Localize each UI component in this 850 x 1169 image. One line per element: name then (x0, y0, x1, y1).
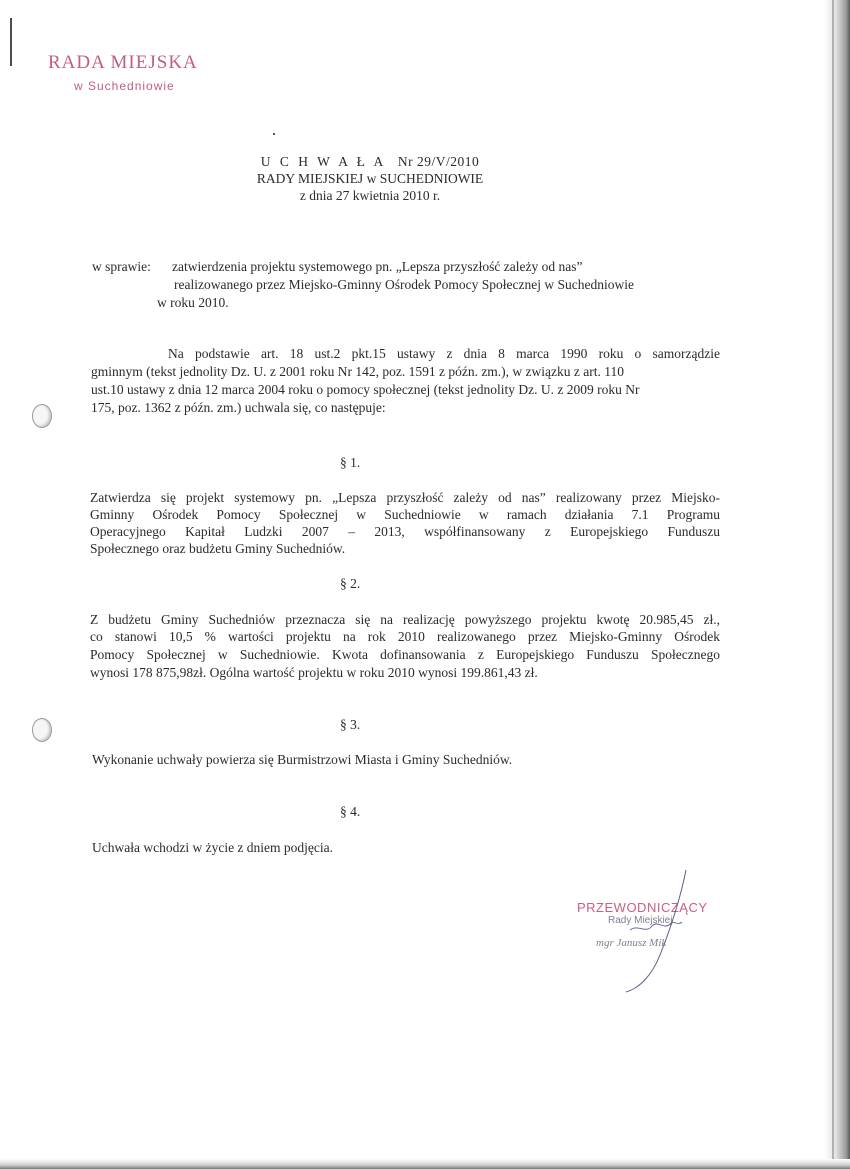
chairman-stamp-subtitle: Rady Miejskiej (608, 915, 673, 926)
section-2-line-1: Z budżetu Gminy Suchedniów przeznacza się na realizację powyższego projektu kwotę 20.985,45 zł., (90, 612, 720, 627)
resolution-date: z dnia 27 kwietnia 2010 r. (299, 188, 441, 203)
section-4-heading: § 4. (340, 804, 361, 819)
margin-mark (10, 18, 12, 66)
legal-basis-line-3: ust.10 ustawy z dnia 12 marca 2004 roku o pomocy społecznej (tekst jednolity Dz. U. z 2009 roku Nr (91, 382, 640, 397)
resolution-title (170, 154, 570, 170)
council-name: RADY MIEJSKIEJ w SUCHEDNIOWIE (256, 171, 484, 186)
chairman-name: mgr Janusz Mik (596, 937, 667, 949)
stray-dot (273, 133, 275, 135)
section-1-heading: § 1. (340, 455, 361, 470)
subject-line-3: w roku 2010. (157, 295, 229, 310)
section-1-line-2: Gminny Ośrodek Pomocy Społecznej w Suchedniowie w ramach działania 7.1 Programu (90, 507, 720, 522)
resolution-number: Nr 29/V/2010 (397, 154, 480, 169)
resolution-word: U C H W A Ł A (260, 154, 387, 169)
section-2-heading: § 2. (340, 576, 361, 591)
handwritten-signature (600, 860, 720, 1000)
subject-line-2: realizowanego przez Miejsko-Gminny Ośrodek Pomocy Społecznej w Suchedniowie (174, 277, 635, 292)
scan-edge-right (824, 0, 850, 1169)
section-3-line-1: Wykonanie uchwały powierza się Burmistrzowi Miasta i Gminy Suchedniów. (92, 752, 513, 767)
subject-label: w sprawie: (92, 259, 151, 274)
section-2-line-3: Pomocy Społecznej w Suchedniowie. Kwota dofinansowania z Europejskiego Funduszu Społecznego (90, 647, 720, 662)
section-3-heading: § 3. (340, 717, 361, 732)
section-2-line-2: co stanowi 10,5 % wartości projektu na rok 2010 realizowanego przez Miejsko-Gminny Ośrodek (90, 629, 720, 644)
subject-line-1: zatwierdzenia projektu systemowego pn. „Lepsza przyszłość zależy od nas” (172, 259, 583, 274)
scan-edge-bottom (0, 1159, 850, 1169)
section-2-line-4: wynosi 178 875,98zł. Ogólna wartość projektu w roku 2010 wynosi 199.861,43 zł. (90, 665, 538, 680)
section-1-line-1: Zatwierdza się projekt systemowy pn. „Lepsza przyszłość zależy od nas” realizowany przez Miejsko- (90, 490, 720, 505)
legal-basis-line-1: Na podstawie art. 18 ust.2 pkt.15 ustawy z dnia 8 marca 1990 roku o samorządzie (168, 346, 720, 361)
chairman-stamp-title: PRZEWODNICZĄCY (577, 900, 708, 915)
legal-basis-line-2: gminnym (tekst jednolity Dz. U. z 2001 roku Nr 142, poz. 1591 z późn. zm.), w związku z art. 110 (91, 364, 625, 379)
section-1-line-4: Społecznego oraz budżetu Gminy Suchedniów. (90, 541, 346, 556)
council-stamp-subtitle: w Suchedniowie (74, 79, 175, 93)
council-stamp-title: RADA MIEJSKA (48, 52, 198, 73)
punch-hole-lower (32, 718, 52, 742)
legal-basis-line-4: 175, poz. 1362 z późn. zm.) uchwala się, co następuje: (91, 400, 386, 415)
punch-hole-upper (32, 404, 52, 428)
section-4-line-1: Uchwała wchodzi w życie z dniem podjęcia. (92, 840, 334, 855)
section-1-line-3: Operacyjnego Kapitał Ludzki 2007 – 2013, współfinansowany z Europejskiego Funduszu (90, 524, 720, 539)
